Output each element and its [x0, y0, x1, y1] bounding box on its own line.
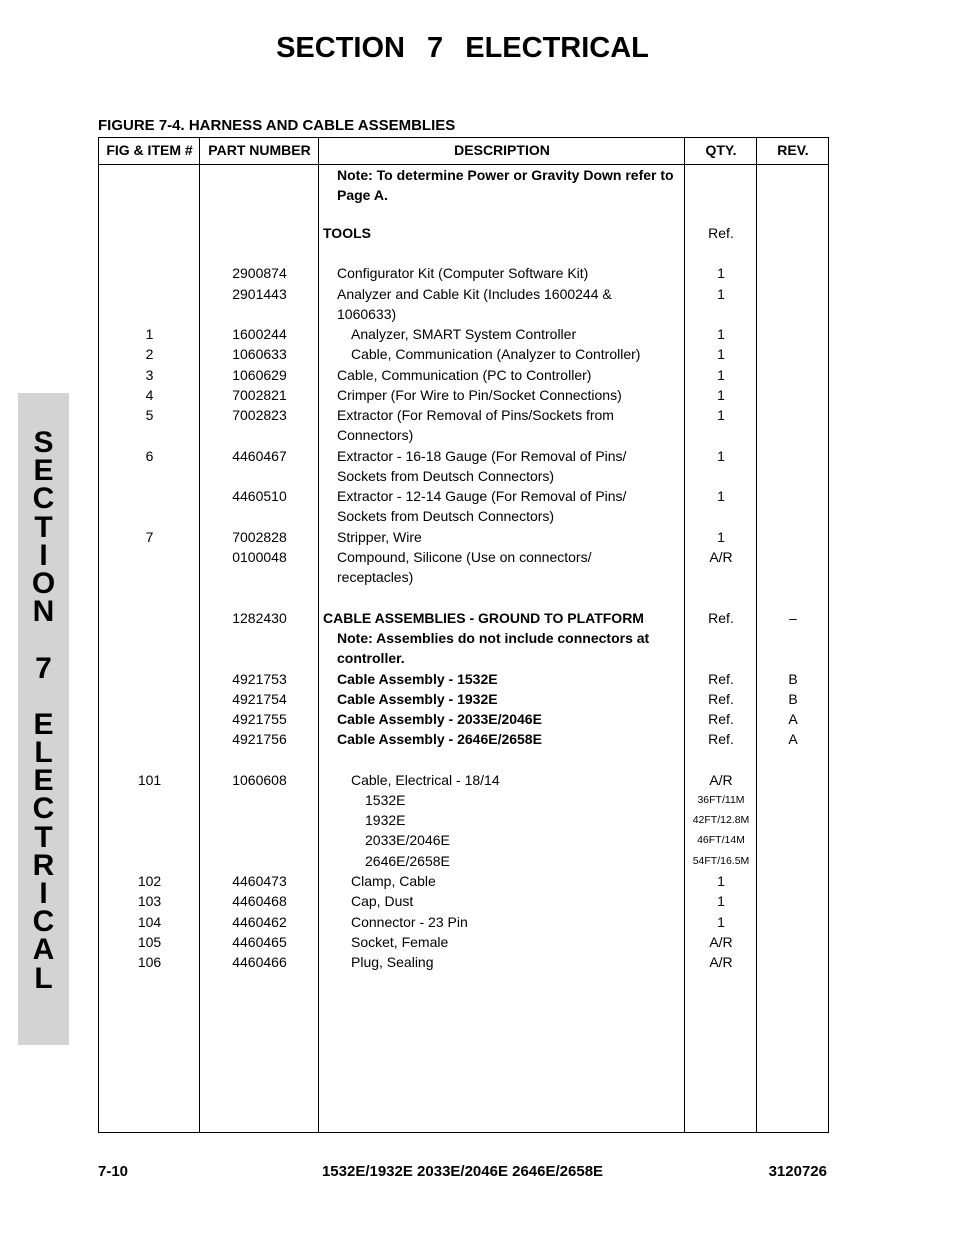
- cell-description: TOOLS: [323, 225, 371, 241]
- cell-qty: A/R: [709, 549, 733, 565]
- cell-qty: 42FT/12.8M: [692, 814, 750, 826]
- cell-fig-item: 106: [137, 954, 162, 970]
- cell-description: Compound, Silicone (Use on connectors/: [337, 549, 592, 565]
- side-tab-letter: E: [33, 707, 54, 741]
- cell-qty: Ref.: [708, 731, 734, 747]
- cell-fig-item: 3: [145, 367, 154, 383]
- cell-fig-item: 4: [145, 387, 154, 403]
- cell-description: Cable, Electrical - 18/14: [351, 772, 500, 788]
- cell-description: Connector - 23 Pin: [351, 914, 468, 930]
- cell-part-number: 7002821: [232, 387, 287, 403]
- cell-description: Cable Assembly - 2646E/2658E: [337, 731, 542, 747]
- cell-description: Sockets from Deutsch Connectors): [337, 468, 555, 485]
- section-side-tab: [18, 393, 69, 1045]
- cell-qty: Ref.: [708, 691, 734, 707]
- cell-qty: Ref.: [708, 225, 734, 241]
- cell-description: Note: Assemblies do not include connectors at: [337, 630, 650, 646]
- cell-description: Plug, Sealing: [351, 954, 434, 970]
- cell-part-number: 1060633: [232, 346, 287, 362]
- header-fig-item: FIG & ITEM #: [106, 142, 193, 158]
- cell-qty: 1: [717, 265, 725, 281]
- cell-part-number: 1600244: [232, 326, 287, 342]
- cell-qty: A/R: [709, 954, 733, 970]
- cell-qty: 1: [717, 448, 725, 464]
- header-description: DESCRIPTION: [454, 142, 550, 158]
- cell-description: Configurator Kit (Computer Software Kit): [337, 265, 589, 281]
- cell-description: controller.: [337, 650, 405, 667]
- side-tab-letter: [18, 626, 69, 654]
- cell-part-number: 4460468: [232, 893, 287, 909]
- cell-description: Analyzer, SMART System Controller: [351, 326, 577, 342]
- cell-part-number: 7002828: [232, 529, 287, 545]
- cell-fig-item: 5: [145, 407, 154, 423]
- cell-part-number: 2901443: [232, 286, 287, 302]
- cell-fig-item: 101: [137, 772, 162, 788]
- cell-part-number: 2900874: [232, 265, 287, 281]
- cell-qty: 1: [717, 286, 725, 302]
- cell-qty: 1: [717, 488, 725, 504]
- cell-qty: A/R: [709, 934, 733, 950]
- cell-part-number: 1060608: [232, 772, 287, 788]
- side-tab-letter: E: [33, 454, 54, 488]
- cell-qty: A/R: [709, 772, 733, 788]
- cell-description: Page A.: [337, 187, 388, 204]
- cell-description: 1932E: [365, 812, 406, 828]
- cell-part-number: 4460510: [232, 488, 287, 504]
- cell-part-number: 0100048: [232, 549, 287, 565]
- figure-title: FIGURE 7-4. HARNESS AND CABLE ASSEMBLIES: [98, 117, 456, 134]
- cell-description: Cap, Dust: [351, 893, 414, 909]
- cell-qty: 46FT/14M: [697, 834, 745, 846]
- cell-description: Sockets from Deutsch Connectors): [337, 508, 555, 525]
- cell-part-number: 1282430: [232, 610, 287, 626]
- cell-description: Analyzer and Cable Kit (Includes 1600244 &: [337, 286, 612, 302]
- parts-table: [98, 137, 829, 1133]
- cell-description: Connectors): [337, 427, 414, 444]
- cell-description: Stripper, Wire: [337, 529, 422, 545]
- side-tab-letters: [18, 426, 69, 995]
- header-part-number: PART NUMBER: [208, 142, 311, 158]
- side-tab-letter: T: [34, 510, 53, 544]
- cell-qty: Ref.: [708, 671, 734, 687]
- side-tab-letter: I: [39, 877, 48, 910]
- side-tab-letter: N: [32, 595, 55, 629]
- cell-qty: 1: [717, 407, 725, 423]
- cell-fig-item: 105: [137, 934, 162, 950]
- cell-part-number: 4460467: [232, 448, 287, 464]
- cell-fig-item: 103: [137, 893, 162, 909]
- cell-part-number: 4921756: [232, 731, 287, 747]
- cell-qty: 1: [717, 873, 725, 889]
- side-tab-letter: R: [32, 848, 55, 882]
- cell-description: Extractor - 12-14 Gauge (For Removal of Pins/: [337, 488, 627, 504]
- cell-description: Cable, Communication (PC to Controller): [337, 367, 592, 383]
- footer-models: 1532E/1932E 2033E/2046E 2646E/2658E: [321, 1163, 604, 1180]
- cell-description: Crimper (For Wire to Pin/Socket Connections): [337, 387, 622, 403]
- table-header: [99, 138, 828, 165]
- side-tab-letter: L: [34, 961, 53, 995]
- cell-rev: B: [788, 671, 798, 687]
- side-tab-letter: [18, 683, 69, 711]
- cell-fig-item: 7: [145, 529, 154, 545]
- cell-description: Cable Assembly - 1932E: [337, 691, 498, 707]
- side-tab-letter: T: [34, 820, 53, 854]
- cell-part-number: 4921755: [232, 711, 287, 727]
- header-qty: QTY.: [705, 142, 737, 158]
- cell-description: 1532E: [365, 792, 406, 808]
- cell-description: Cable Assembly - 2033E/2046E: [337, 711, 542, 727]
- side-tab-letter: C: [32, 792, 55, 826]
- cell-part-number: 4460466: [232, 954, 287, 970]
- footer-page-number: 7-10: [98, 1163, 129, 1180]
- cell-qty: 1: [717, 346, 725, 362]
- section-title: SECTION 7 ELECTRICAL: [276, 32, 649, 64]
- cell-description: 1060633): [337, 306, 397, 323]
- cell-rev: –: [789, 610, 797, 626]
- cell-description: 2033E/2046E: [365, 832, 450, 848]
- cell-qty: Ref.: [708, 711, 734, 727]
- cell-qty: 1: [717, 387, 725, 403]
- cell-qty: 1: [717, 529, 725, 545]
- side-tab-letter: I: [39, 538, 48, 572]
- cell-description: Clamp, Cable: [351, 873, 436, 889]
- cell-fig-item: 102: [137, 873, 162, 889]
- cell-rev: A: [788, 711, 798, 727]
- cell-qty: 36FT/11M: [697, 794, 745, 806]
- cell-fig-item: 104: [137, 914, 162, 930]
- cell-description: Extractor (For Removal of Pins/Sockets from: [337, 407, 614, 423]
- side-tab-letter: L: [34, 736, 53, 770]
- footer-doc-number: 3120726: [768, 1163, 827, 1180]
- cell-description: receptacles): [337, 569, 414, 586]
- cell-part-number: 4460462: [232, 914, 287, 930]
- side-tab-letter: C: [32, 482, 55, 516]
- cell-fig-item: 2: [145, 346, 154, 362]
- cell-description: Socket, Female: [351, 934, 449, 950]
- cell-description: CABLE ASSEMBLIES - GROUND TO PLATFORM: [323, 610, 644, 626]
- cell-description: Cable, Communication (Analyzer to Controller): [351, 346, 641, 362]
- side-tab-letter: C: [32, 905, 55, 939]
- cell-description: Extractor - 16-18 Gauge (For Removal of Pins/: [337, 448, 627, 464]
- cell-qty: 1: [717, 914, 725, 930]
- cell-fig-item: 1: [145, 326, 154, 342]
- cell-qty: Ref.: [708, 610, 734, 626]
- side-tab-letter: A: [32, 933, 55, 967]
- cell-part-number: 4921753: [232, 671, 287, 687]
- cell-part-number: 4921754: [232, 691, 287, 707]
- cell-rev: A: [788, 731, 798, 747]
- cell-part-number: 4460473: [232, 873, 287, 889]
- cell-description: Note: To determine Power or Gravity Down refer to: [337, 167, 674, 183]
- cell-qty: 54FT/16.5M: [692, 855, 750, 867]
- side-tab-letter: S: [33, 426, 54, 459]
- cell-qty: 1: [717, 893, 725, 909]
- cell-part-number: 1060629: [232, 367, 287, 383]
- side-tab-letter: O: [31, 566, 56, 600]
- cell-description: 2646E/2658E: [365, 853, 450, 869]
- side-tab-letter: 7: [35, 651, 52, 685]
- cell-rev: B: [788, 691, 798, 707]
- header-rev: REV.: [777, 142, 809, 158]
- cell-fig-item: 6: [145, 448, 154, 464]
- side-tab-letter: E: [33, 764, 54, 798]
- cell-qty: 1: [717, 326, 725, 342]
- cell-part-number: 4460465: [232, 934, 287, 950]
- cell-description: Cable Assembly - 1532E: [337, 671, 498, 687]
- cell-part-number: 7002823: [232, 407, 287, 423]
- cell-qty: 1: [717, 367, 725, 383]
